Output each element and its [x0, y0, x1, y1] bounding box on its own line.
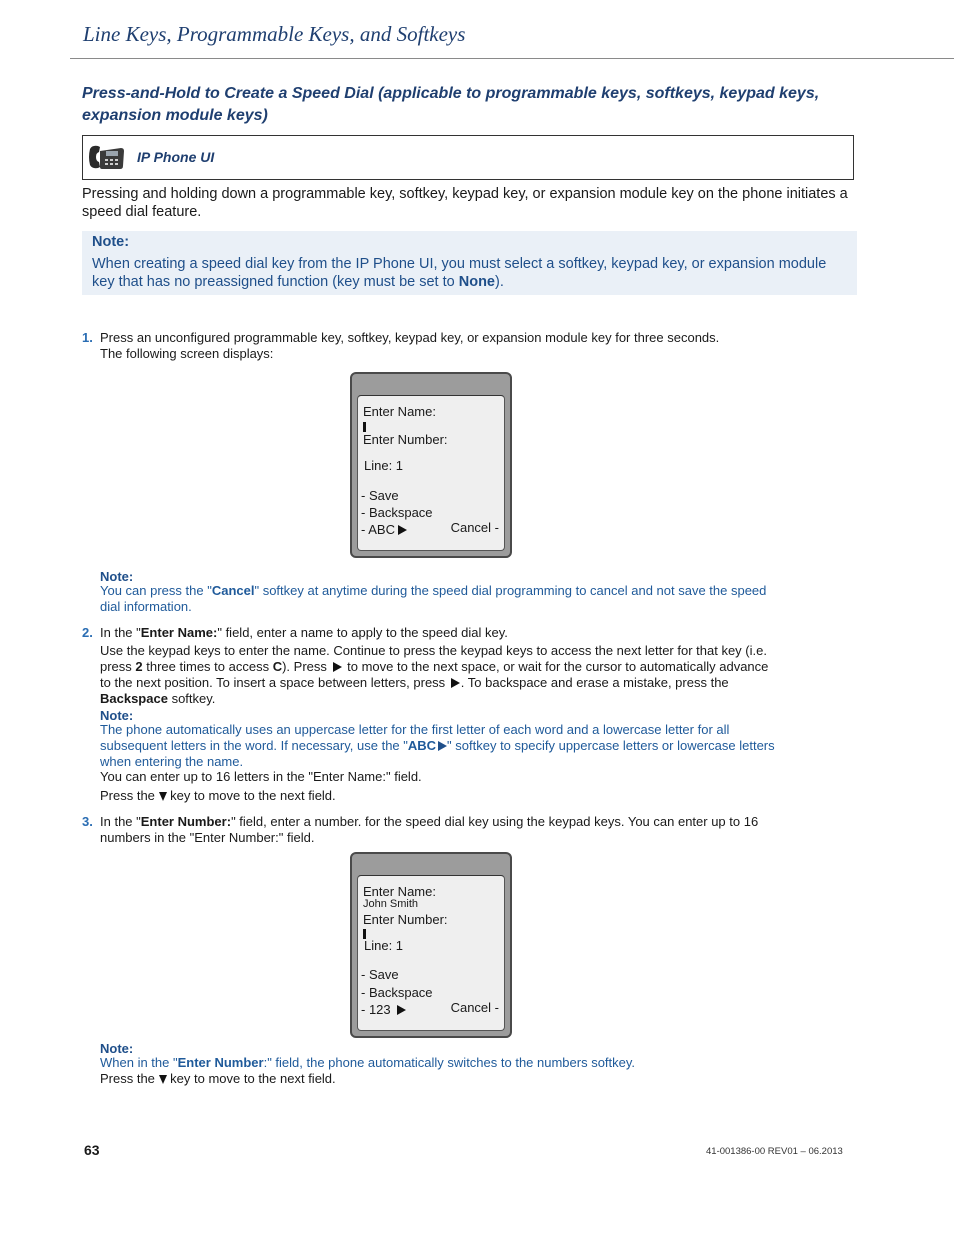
phone-display-1 [357, 395, 505, 551]
note-3-title: Note: [100, 1041, 134, 1056]
step-2-note-body: The phone automatically uses an uppercase letter for the first letter of each word and a lowercase letter for all subsequent letters in the word. If necessary, use the "ABC " softkey to specify uppercase letters or lowercase letters when entering the name. [100, 722, 775, 769]
note-body: When creating a speed dial key from the IP Phone UI, you must select a softkey, keypad key, or expansion module key that has no preassigned function (key must be set to None). [92, 256, 827, 290]
note-box [82, 231, 857, 295]
step-3-text: In the "Enter Number:" field, enter a number. for the speed dial key using the keypad keys. You can enter up to 16 numbers in the "Enter Number:" field. [100, 814, 759, 845]
arrow-right-icon [397, 1005, 406, 1015]
note-2-body: You can press the "Cancel" softkey at anytime during the speed dial programming to cancel and not save the speed dial information. [100, 583, 767, 614]
name-limit-text: You can enter up to 16 letters in the "Enter Name:" field. [100, 769, 422, 784]
ip-phone-ui-box [82, 135, 854, 180]
arrow-right-icon [333, 662, 342, 672]
name-value: John Smith [363, 898, 419, 910]
phone-screen-1 [350, 372, 512, 558]
note-2-title: Note: [100, 569, 134, 584]
section-title: Press-and-Hold to Create a Speed Dial (applicable to programmable keys, softkeys, keypad keys, expansion module keys) [82, 85, 820, 124]
note-3-body: When in the "Enter Number:" field, the phone automatically switches to the numbers softkey. [100, 1055, 636, 1070]
note-title: Note: [92, 234, 130, 250]
phone-screen-2 [350, 852, 512, 1038]
enter-name-label: Enter Name: [363, 884, 436, 899]
arrow-down-icon [159, 792, 167, 801]
save-softkey[interactable]: - Save [361, 488, 399, 503]
backspace-softkey[interactable]: - Backspace [361, 985, 433, 1000]
ip-phone-ui-label: IP Phone UI [137, 149, 215, 165]
arrow-down-icon [159, 1075, 167, 1084]
step-2-note-title: Note: [100, 708, 134, 723]
step-2-number: 2. [82, 625, 93, 640]
enter-number-label: Enter Number: [363, 912, 448, 927]
backspace-softkey[interactable]: - Backspace [361, 505, 433, 520]
arrow-right-icon [438, 741, 447, 751]
document-id: 41-001386-00 REV01 – 06.2013 [706, 1146, 843, 1157]
enter-number-label: Enter Number: [363, 432, 448, 447]
line-label: Line: 1 [364, 938, 404, 953]
step-1-text: Press an unconfigured programmable key, softkey, keypad key, or expansion module key for three seconds. [100, 330, 720, 345]
press-down-text: Press the key to move to the next field. [100, 788, 336, 803]
phone-display-2 [357, 875, 505, 1031]
enter-name-label: Enter Name: [363, 404, 436, 419]
page-number: 63 [84, 1142, 100, 1158]
cancel-softkey[interactable]: Cancel - [450, 520, 499, 535]
line-label: Line: 1 [364, 458, 404, 473]
running-header: Line Keys, Programmable Keys, and Softkeys [83, 22, 466, 46]
save-softkey[interactable]: - Save [361, 967, 399, 982]
press-down-text-2: Press the key to move to the next field. [100, 1071, 336, 1086]
arrow-right-icon [398, 525, 407, 535]
abc-softkey[interactable]: - ABC [361, 522, 407, 537]
step-2-instructions: Use the keypad keys to enter the name. Continue to press the keypad keys to access the next letter for that key (i.e. press 2 three times to access C). Press to move to the next space, or wait for the cursor to automatically advance to the next position. To insert a space between letters, press . To backspace and erase a mistake, press the Backspace softkey. [100, 643, 769, 706]
step-1-number: 1. [82, 330, 93, 345]
arrow-right-icon [451, 678, 460, 688]
phone-icon [87, 143, 125, 171]
intro-paragraph: Pressing and holding down a programmable key, softkey, keypad key, or expansion module key on the phone initiates a speed dial feature. [82, 186, 848, 220]
cancel-softkey[interactable]: Cancel - [450, 1000, 499, 1015]
numeric-softkey[interactable]: - 123 [361, 1002, 406, 1017]
step-3-number: 3. [82, 814, 93, 829]
header-rule [70, 58, 954, 59]
step-2-text: In the "Enter Name:" field, enter a name to apply to the speed dial key. [100, 625, 508, 640]
text-cursor [363, 422, 366, 432]
step-1-subtext: The following screen displays: [100, 346, 274, 361]
